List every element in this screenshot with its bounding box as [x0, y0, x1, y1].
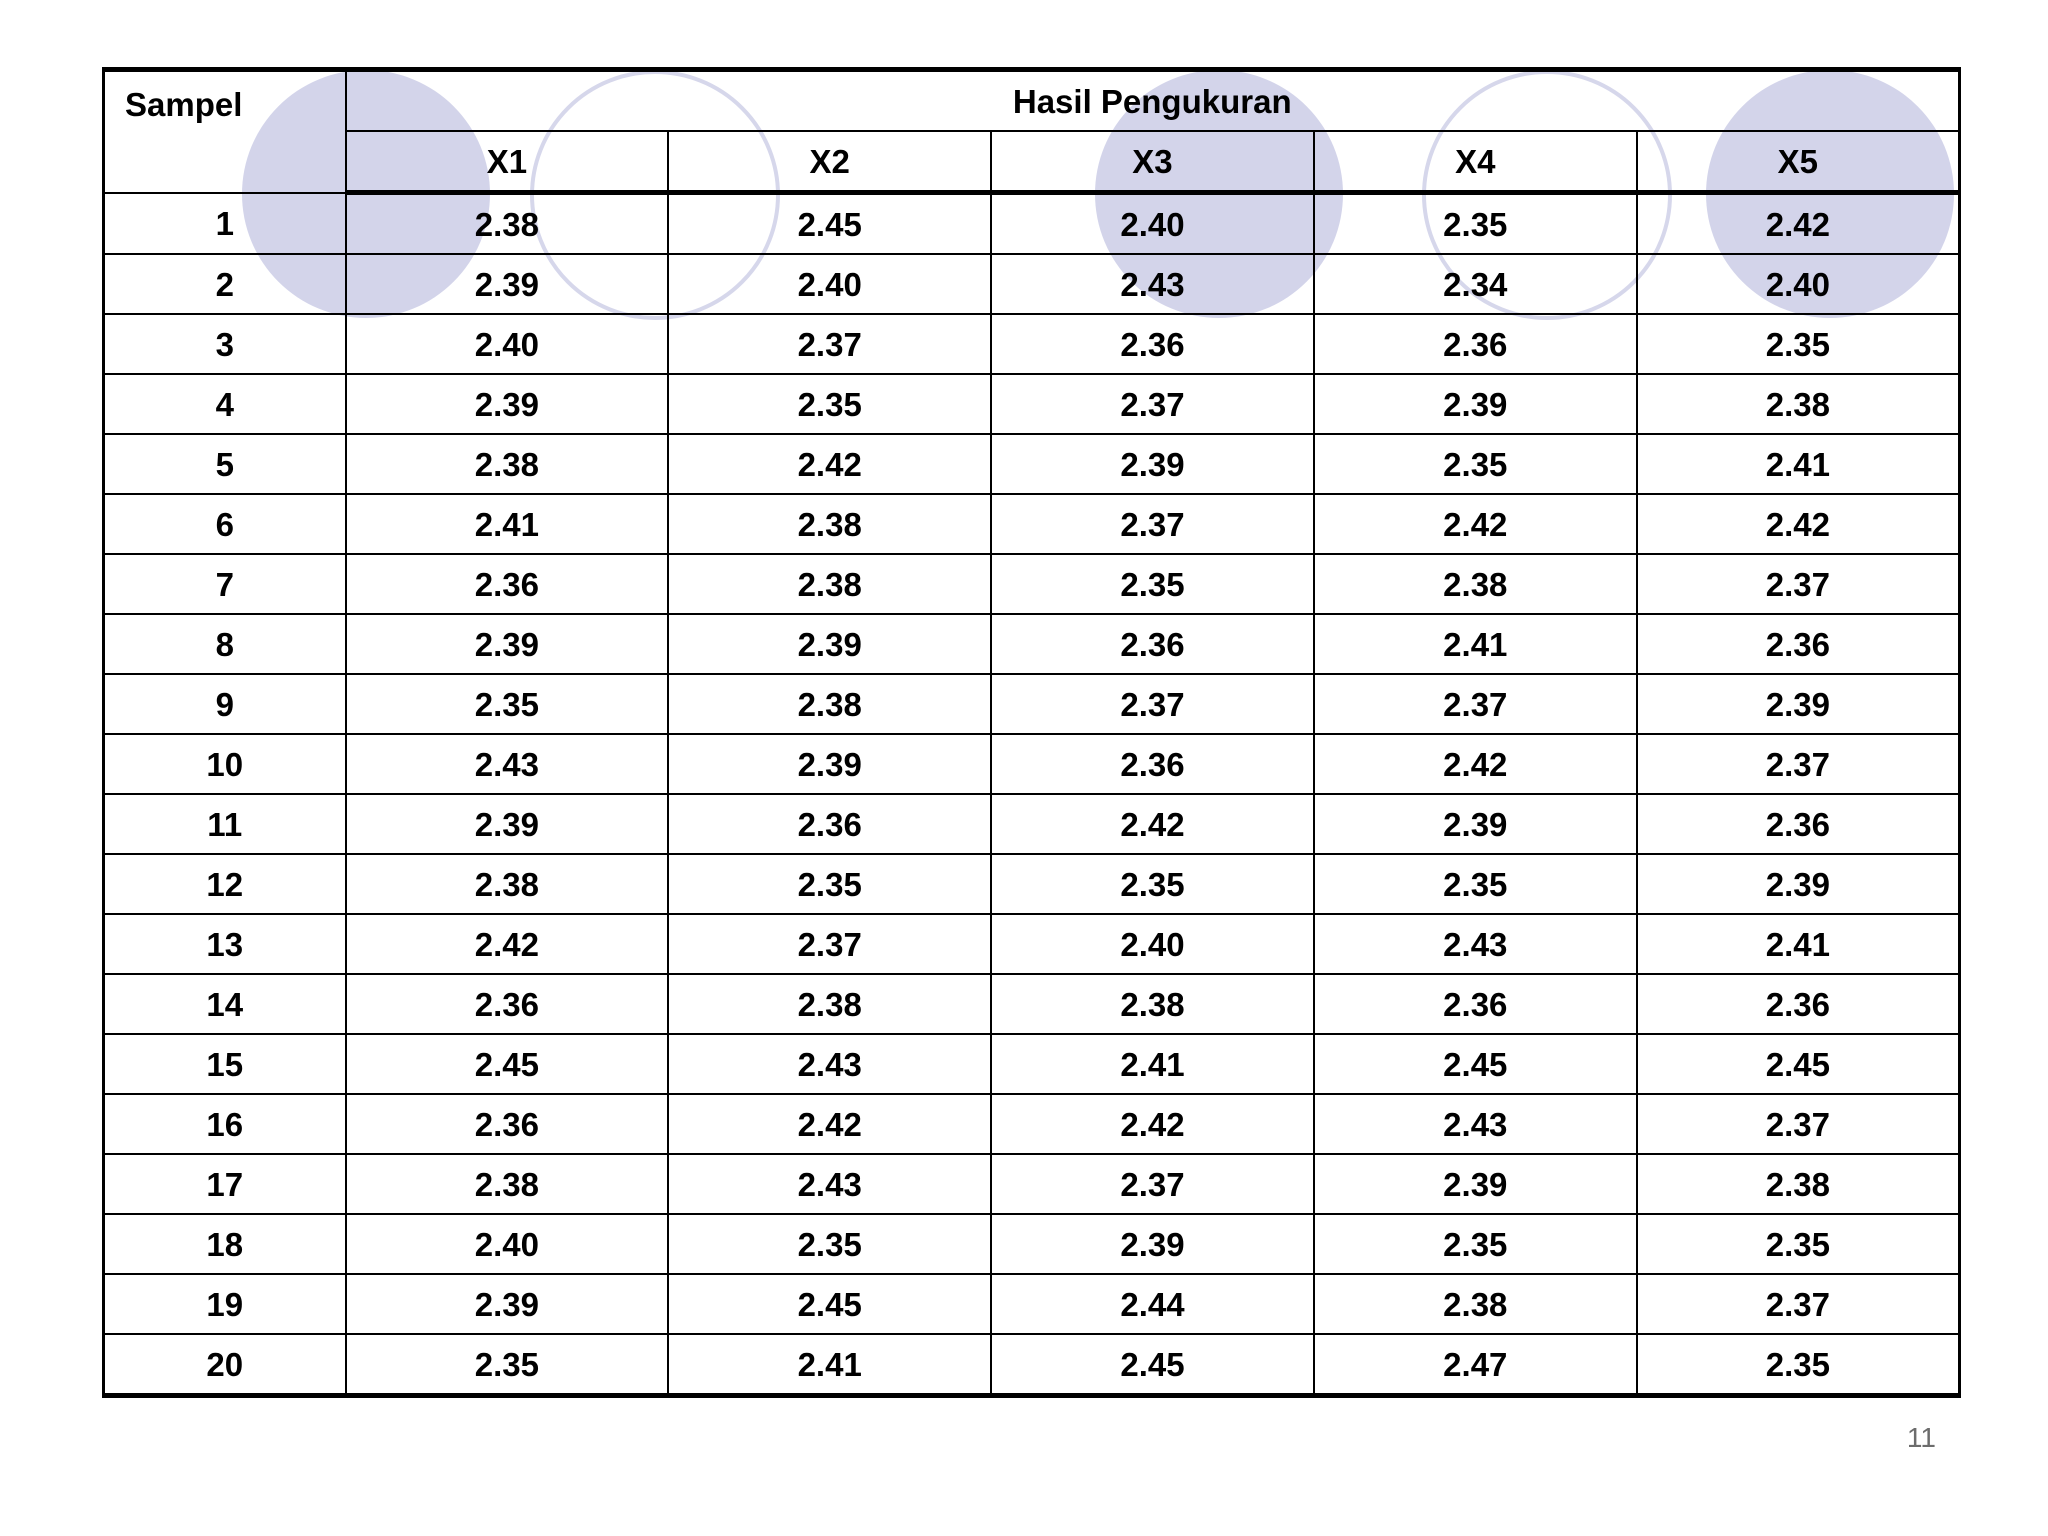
column-header-row: [104, 131, 1960, 193]
table-row: [104, 914, 1960, 974]
value-cell: 2.42: [1637, 494, 1960, 554]
value-cell: 2.36: [1637, 974, 1960, 1034]
value-cell: 2.41: [1314, 614, 1637, 674]
value-cell: 2.41: [1637, 914, 1960, 974]
value-cell: 2.37: [1637, 554, 1960, 614]
table-row: [104, 674, 1960, 734]
column-header-x4: X4: [1314, 131, 1637, 193]
table-row: [104, 314, 1960, 374]
value-cell: 2.40: [346, 314, 669, 374]
value-cell: 2.36: [346, 1094, 669, 1154]
value-cell: 2.39: [346, 794, 669, 854]
value-cell: 2.38: [346, 193, 669, 255]
value-cell: 2.39: [991, 434, 1314, 494]
value-cell: 2.42: [991, 794, 1314, 854]
sampel-cell: 2: [104, 254, 346, 314]
value-cell: 2.45: [668, 1274, 991, 1334]
value-cell: 2.37: [668, 314, 991, 374]
value-cell: 2.40: [991, 193, 1314, 255]
sampel-cell: 4: [104, 374, 346, 434]
value-cell: 2.35: [1314, 434, 1637, 494]
value-cell: 2.40: [991, 914, 1314, 974]
page-number: 11: [1906, 1422, 1936, 1453]
value-cell: 2.38: [1314, 1274, 1637, 1334]
value-cell: 2.37: [668, 914, 991, 974]
value-cell: 2.39: [1637, 854, 1960, 914]
sampel-cell: 5: [104, 434, 346, 494]
value-cell: 2.42: [1314, 494, 1637, 554]
value-cell: 2.37: [1637, 734, 1960, 794]
value-cell: 2.38: [346, 1154, 669, 1214]
table-row: [104, 614, 1960, 674]
value-cell: 2.45: [991, 1334, 1314, 1396]
value-cell: 2.39: [346, 374, 669, 434]
table-row: [104, 1154, 1960, 1214]
table-row: [104, 254, 1960, 314]
sampel-cell: 1: [104, 193, 346, 255]
value-cell: 2.42: [668, 1094, 991, 1154]
sampel-cell: 20: [104, 1334, 346, 1396]
table-row: [104, 854, 1960, 914]
column-header-x5: X5: [1637, 131, 1960, 193]
value-cell: 2.41: [668, 1334, 991, 1396]
value-cell: 2.39: [668, 734, 991, 794]
value-cell: 2.45: [668, 193, 991, 255]
sampel-cell: 11: [104, 794, 346, 854]
value-cell: 2.36: [668, 794, 991, 854]
value-cell: 2.39: [1637, 674, 1960, 734]
column-header-x2: X2: [668, 131, 991, 193]
sampel-cell: 10: [104, 734, 346, 794]
value-cell: 2.39: [1314, 1154, 1637, 1214]
value-cell: 2.43: [1314, 914, 1637, 974]
group-header: Hasil Pengukuran: [346, 70, 1960, 132]
sampel-cell: 19: [104, 1274, 346, 1334]
sampel-cell: 12: [104, 854, 346, 914]
sampel-cell: 17: [104, 1154, 346, 1214]
value-cell: 2.38: [668, 554, 991, 614]
value-cell: 2.38: [346, 434, 669, 494]
value-cell: 2.35: [1637, 1214, 1960, 1274]
sampel-cell: 6: [104, 494, 346, 554]
table-row: [104, 1274, 1960, 1334]
sampel-header: Sampel: [104, 70, 346, 193]
value-cell: 2.42: [668, 434, 991, 494]
value-cell: 2.37: [1637, 1094, 1960, 1154]
sampel-cell: 18: [104, 1214, 346, 1274]
value-cell: 2.37: [991, 494, 1314, 554]
value-cell: 2.43: [1314, 1094, 1637, 1154]
table-body: [104, 193, 1960, 1396]
sampel-cell: 15: [104, 1034, 346, 1094]
value-cell: 2.35: [1314, 193, 1637, 255]
column-header-x1: X1: [346, 131, 669, 193]
column-header-x3: X3: [991, 131, 1314, 193]
table-row: [104, 794, 1960, 854]
value-cell: 2.42: [346, 914, 669, 974]
table-row: [104, 1214, 1960, 1274]
value-cell: 2.43: [668, 1154, 991, 1214]
value-cell: 2.39: [991, 1214, 1314, 1274]
value-cell: 2.41: [1637, 434, 1960, 494]
value-cell: 2.39: [346, 254, 669, 314]
value-cell: 2.40: [346, 1214, 669, 1274]
value-cell: 2.34: [1314, 254, 1637, 314]
sampel-cell: 13: [104, 914, 346, 974]
value-cell: 2.43: [346, 734, 669, 794]
table-row: [104, 193, 1960, 255]
value-cell: 2.38: [346, 854, 669, 914]
value-cell: 2.35: [1637, 314, 1960, 374]
sampel-cell: 16: [104, 1094, 346, 1154]
value-cell: 2.39: [346, 1274, 669, 1334]
value-cell: 2.36: [1637, 794, 1960, 854]
value-cell: 2.36: [346, 554, 669, 614]
value-cell: 2.36: [991, 734, 1314, 794]
value-cell: 2.39: [346, 614, 669, 674]
value-cell: 2.35: [1637, 1334, 1960, 1396]
value-cell: 2.44: [991, 1274, 1314, 1334]
value-cell: 2.40: [1637, 254, 1960, 314]
value-cell: 2.37: [1637, 1274, 1960, 1334]
value-cell: 2.37: [991, 1154, 1314, 1214]
table-row: [104, 1094, 1960, 1154]
value-cell: 2.38: [991, 974, 1314, 1034]
value-cell: 2.37: [1314, 674, 1637, 734]
value-cell: 2.35: [668, 1214, 991, 1274]
value-cell: 2.39: [668, 614, 991, 674]
value-cell: 2.39: [1314, 374, 1637, 434]
value-cell: 2.45: [1637, 1034, 1960, 1094]
sampel-cell: 9: [104, 674, 346, 734]
value-cell: 2.38: [1637, 374, 1960, 434]
table-row: [104, 554, 1960, 614]
table-header-row: [104, 70, 1960, 132]
value-cell: 2.35: [668, 374, 991, 434]
value-cell: 2.36: [1314, 314, 1637, 374]
value-cell: 2.35: [1314, 854, 1637, 914]
value-cell: 2.41: [991, 1034, 1314, 1094]
table-row: [104, 1034, 1960, 1094]
value-cell: 2.43: [991, 254, 1314, 314]
value-cell: 2.42: [1314, 734, 1637, 794]
value-cell: 2.45: [346, 1034, 669, 1094]
value-cell: 2.35: [991, 854, 1314, 914]
value-cell: 2.40: [668, 254, 991, 314]
sampel-cell: 7: [104, 554, 346, 614]
value-cell: 2.38: [1314, 554, 1637, 614]
value-cell: 2.36: [1637, 614, 1960, 674]
value-cell: 2.41: [346, 494, 669, 554]
sampel-cell: 8: [104, 614, 346, 674]
table-row: [104, 734, 1960, 794]
value-cell: 2.42: [991, 1094, 1314, 1154]
value-cell: 2.36: [346, 974, 669, 1034]
value-cell: 2.37: [991, 674, 1314, 734]
value-cell: 2.36: [991, 614, 1314, 674]
value-cell: 2.36: [1314, 974, 1637, 1034]
table-row: [104, 1334, 1960, 1396]
value-cell: 2.35: [991, 554, 1314, 614]
measurement-table: [102, 67, 1961, 1398]
value-cell: 2.35: [668, 854, 991, 914]
value-cell: 2.35: [346, 674, 669, 734]
sampel-cell: 3: [104, 314, 346, 374]
sampel-cell: 14: [104, 974, 346, 1034]
table-row: [104, 494, 1960, 554]
value-cell: 2.42: [1637, 193, 1960, 255]
table-row: [104, 374, 1960, 434]
value-cell: 2.37: [991, 374, 1314, 434]
value-cell: 2.38: [668, 494, 991, 554]
value-cell: 2.38: [668, 674, 991, 734]
value-cell: 2.38: [668, 974, 991, 1034]
value-cell: 2.38: [1637, 1154, 1960, 1214]
value-cell: 2.36: [991, 314, 1314, 374]
table-row: [104, 974, 1960, 1034]
value-cell: 2.43: [668, 1034, 991, 1094]
value-cell: 2.47: [1314, 1334, 1637, 1396]
value-cell: 2.39: [1314, 794, 1637, 854]
table-row: [104, 434, 1960, 494]
value-cell: 2.35: [346, 1334, 669, 1396]
value-cell: 2.35: [1314, 1214, 1637, 1274]
value-cell: 2.45: [1314, 1034, 1637, 1094]
